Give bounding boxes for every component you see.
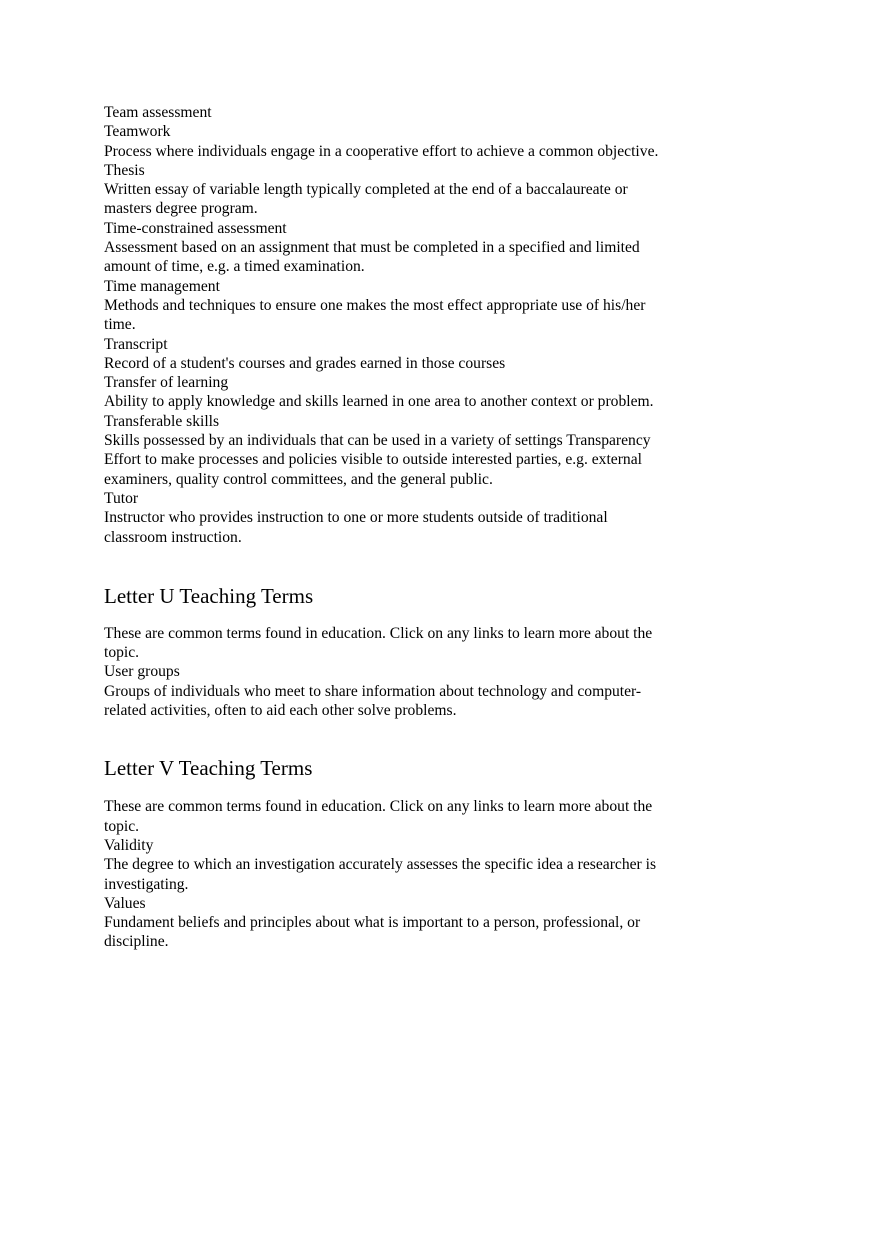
definition-line: investigating.: [104, 875, 189, 893]
definition-line: Groups of individuals who meet to share information about technology and computer-: [104, 682, 642, 700]
definition-line: Written essay of variable length typically completed at the end of a baccalaureate or: [104, 181, 628, 199]
definition-line: Instructor who provides instruction to one or more students outside of traditional: [104, 509, 608, 527]
definition-line: discipline.: [104, 933, 169, 951]
term-line: Teamwork: [104, 123, 171, 141]
definition-line: examiners, quality control committees, and the general public.: [104, 470, 493, 488]
definition-line: Methods and techniques to ensure one makes the most effect appropriate use of his/her: [104, 296, 646, 314]
definition-line: Ability to apply knowledge and skills learned in one area to another context or problem.: [104, 393, 654, 411]
letter-u-heading: Letter U Teaching Terms: [104, 583, 314, 608]
definition-line: time.: [104, 316, 136, 334]
intro-line: topic.: [104, 644, 140, 662]
definition-line: Skills possessed by an individuals that can be used in a variety of settings Transparency: [104, 432, 651, 450]
term-line: Thesis: [104, 161, 145, 179]
letter-t-terms-section: [104, 103, 744, 547]
term-line: Validity: [104, 836, 154, 854]
term-line: Time-constrained assessment: [104, 219, 287, 237]
term-line: User groups: [104, 663, 180, 681]
definition-line: Process where individuals engage in a cooperative effort to achieve a common objective.: [104, 142, 659, 160]
letter-v-terms-section: [104, 797, 744, 951]
term-line: Team assessment: [104, 104, 212, 121]
term-line: Transfer of learning: [104, 374, 229, 392]
definition-line: Fundament beliefs and principles about what is important to a person, professional, or: [104, 914, 641, 932]
term-line: Values: [104, 894, 146, 912]
definition-line: Record of a student's courses and grades earned in those courses: [104, 354, 506, 372]
definition-line: Assessment based on an assignment that must be completed in a specified and limited: [104, 239, 640, 257]
letter-u-terms-section: [104, 624, 744, 720]
term-line: Time management: [104, 277, 220, 295]
term-line: Transcript: [104, 335, 168, 353]
definition-line: masters degree program.: [104, 200, 258, 218]
definition-line: amount of time, e.g. a timed examination.: [104, 258, 365, 276]
intro-line: topic.: [104, 817, 140, 835]
definition-line: Effort to make processes and policies visible to outside interested parties, e.g. external: [104, 451, 642, 469]
intro-line: These are common terms found in education. Click on any links to learn more about the: [104, 624, 653, 642]
term-line: Tutor: [104, 489, 139, 507]
intro-line: These are common terms found in education. Click on any links to learn more about the: [104, 798, 653, 816]
term-line: Transferable skills: [104, 412, 220, 430]
definition-line: related activities, often to aid each other solve problems.: [104, 702, 457, 720]
definition-line: classroom instruction.: [104, 528, 242, 546]
letter-v-heading: Letter V Teaching Terms: [104, 756, 313, 781]
definition-line: The degree to which an investigation accurately assesses the specific idea a researcher is: [104, 856, 657, 874]
document-page: [104, 103, 744, 952]
